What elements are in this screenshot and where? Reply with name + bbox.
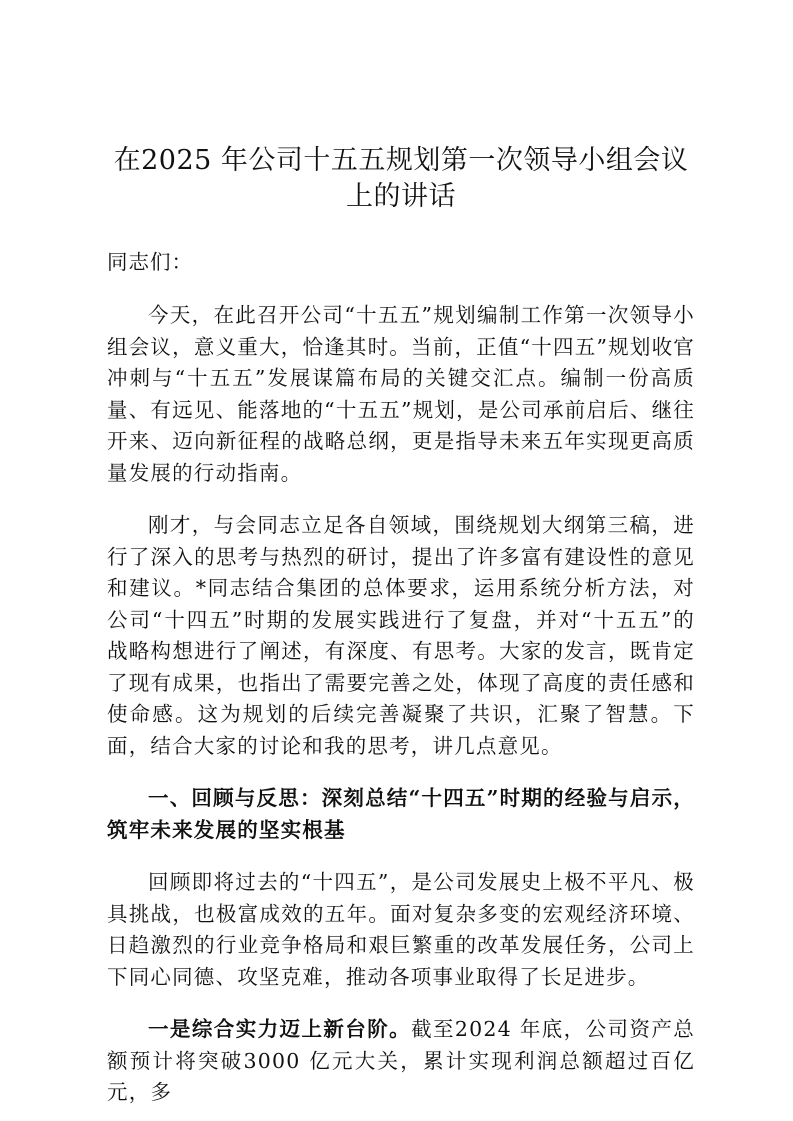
paragraph-review: 回顾即将过去的“十四五”，是公司发展史上极不平凡、极具挑战，也极富成效的五年。面对复杂多变的宏观经济环境、日趋激烈的行业竞争格局和艰巨繁重的改革发展任务，公司上下同心同德、攻坚克难，推动各项事业取得了长足进步。 [107,870,695,989]
section-heading-review: 一、回顾与反思：深刻总结“十四五”时期的经验与启示，筑牢未来发展的坚实根基 [107,786,695,842]
paragraph-opening: 今天，在此召开公司“十五五”规划编制工作第一次领导小组会议，意义重大，恰逢其时。当前，正值“十四五”规划收官冲刺与“十五五”发展谋篇布局的关键交汇点。编制一份高质量、有远见、能落地的“十五五”规划，是公司承前启后、继往开来、迈向新征程的战略总纲，更是指导未来五年实现更高质量发展的行动指南。 [107,303,695,485]
paragraph-discussion-summary: 刚才，与会同志立足各自领域，围绕规划大纲第三稿，进行了深入的思考与热烈的研讨，提出了许多富有建设性的意见和建议。*同志结合集团的总体要求，运用系统分析方法，对公司“十四五”时期的发展实践进行了复盘，并对“十五五”的战略构想进行了阐述，有深度、有思考。大家的发言，既肯定了现有成果，也指出了需要完善之处，体现了高度的责任感和使命感。这为规划的后续完善凝聚了共识，汇聚了智慧。下面，结合大家的讨论和我的思考，讲几点意见。 [107,513,695,758]
paragraph-strength [107,1014,695,1109]
paragraph-strength-text: 截至2024 年底，公司资产总额预计将突破3000 亿元大关，累计实现利润总额超过百亿元，多 [107,1017,695,1104]
document-body [107,143,695,1109]
paragraph-strength-lead: 一是综合实力迈上新台阶。 [148,1017,412,1041]
document-title: 在2025 年公司十五五规划第一次领导小组会议上的讲话 [113,145,689,212]
salutation: 同志们： [107,250,193,274]
